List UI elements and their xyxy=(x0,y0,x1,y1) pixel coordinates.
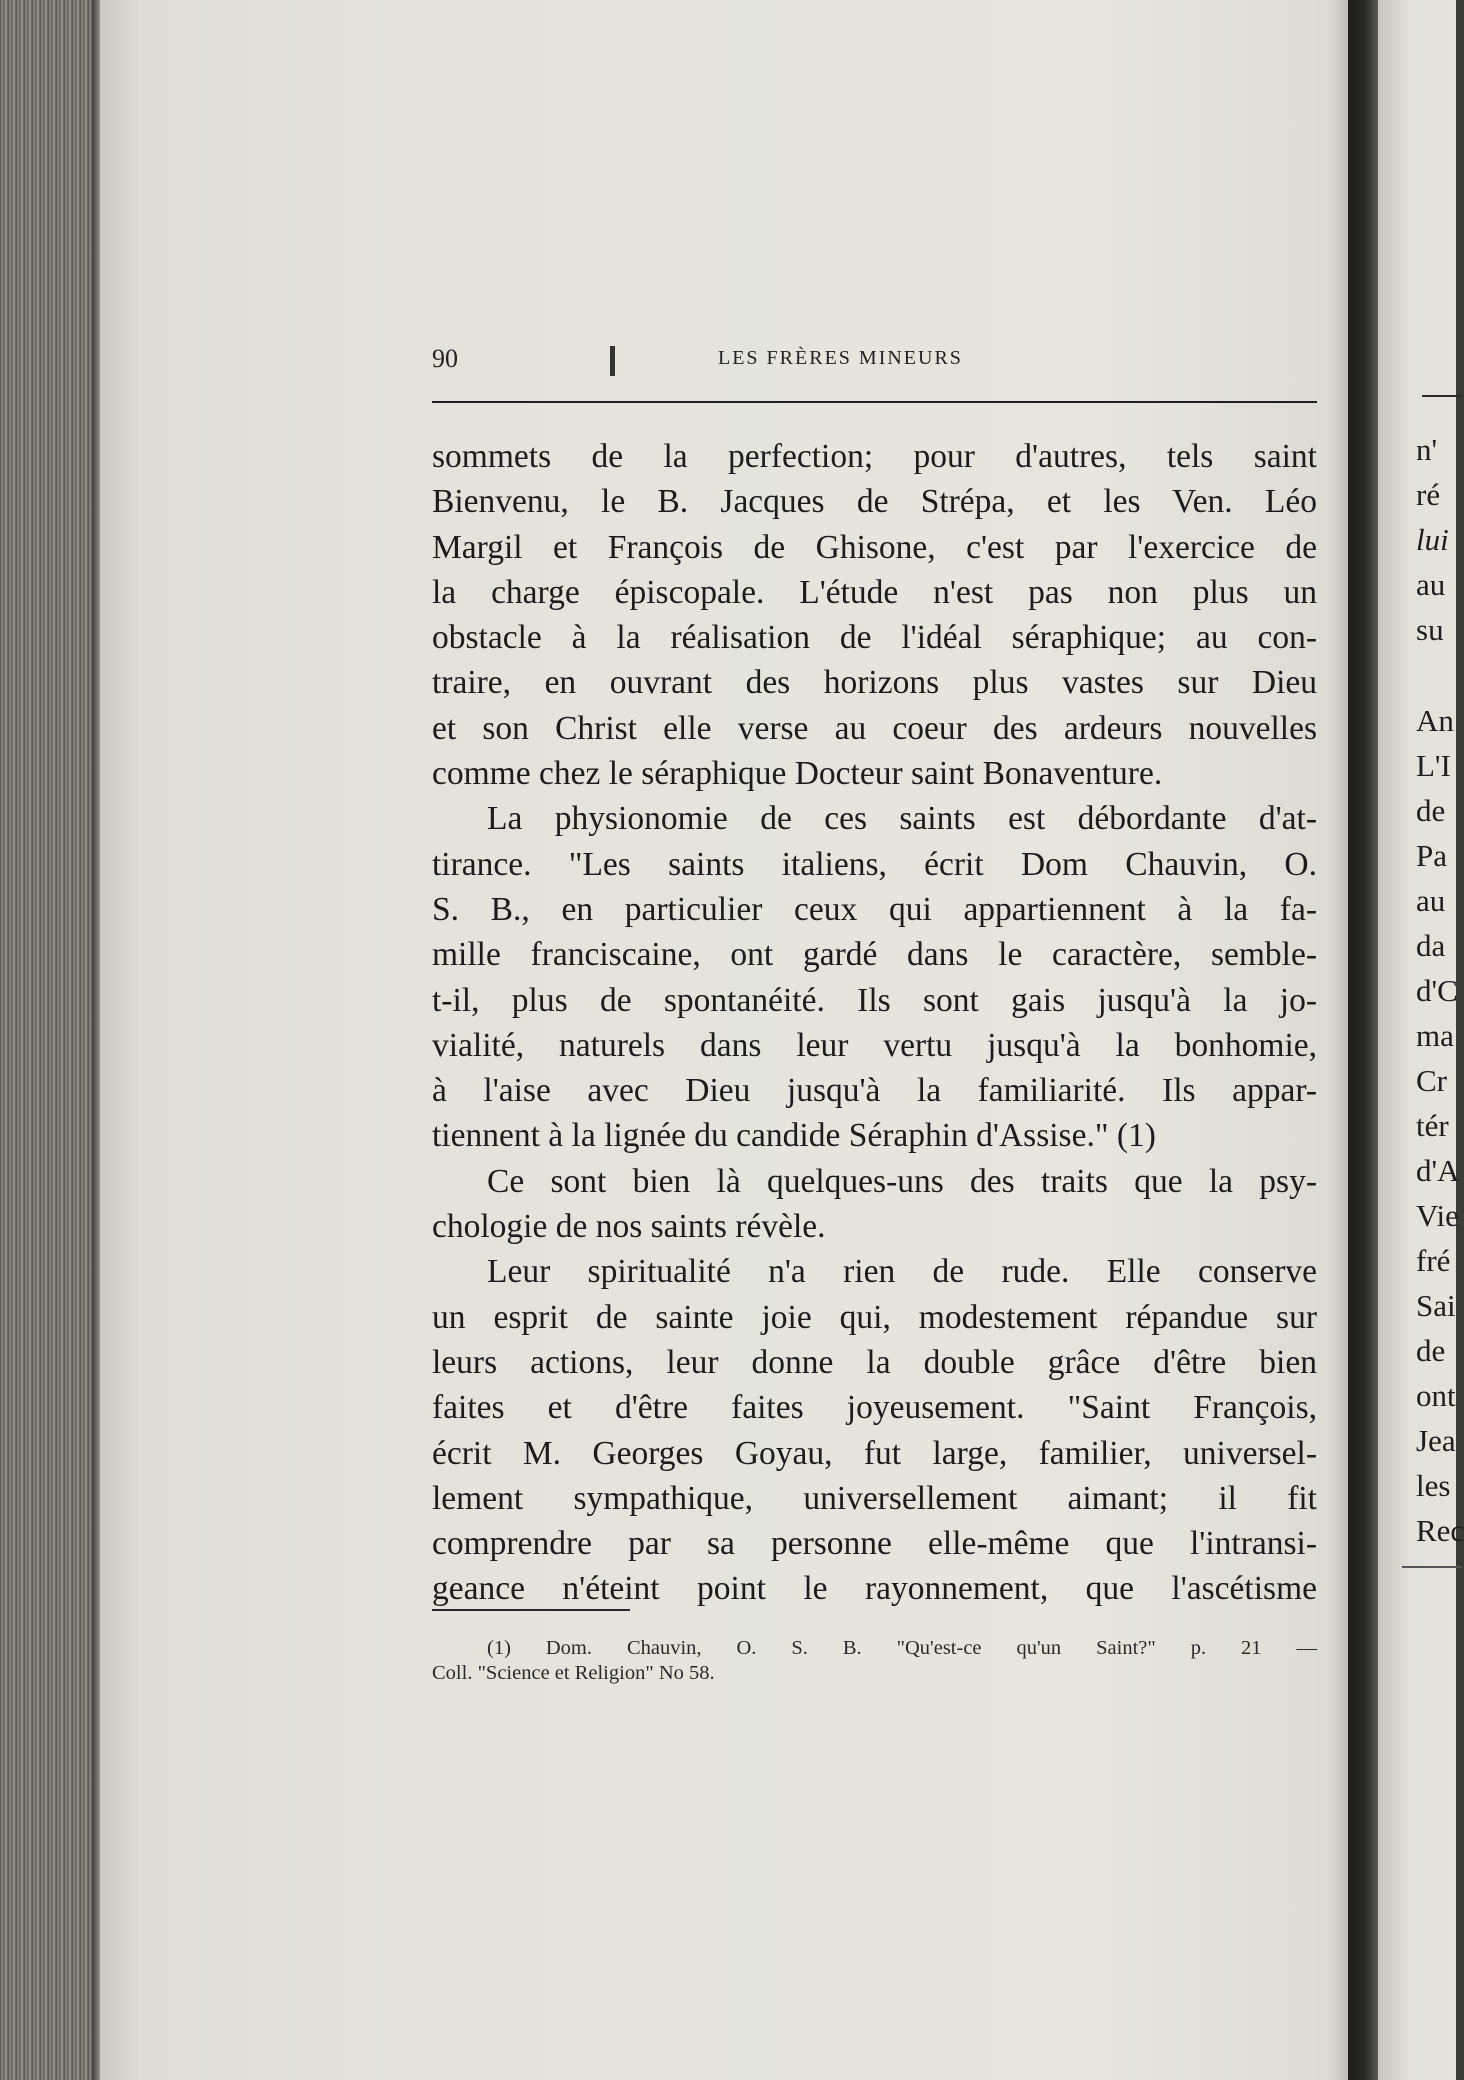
text-line: Leur spiritualité n'a rien de rude. Elle conserve xyxy=(487,1253,1317,1291)
text-line: S. B., en particulier ceux qui appartiennent à la fa- xyxy=(432,890,1317,928)
text-line: obstacle à la réalisation de l'idéal séraphique; au con- xyxy=(432,619,1317,657)
footnote-line: Coll. "Science et Religion" No 58. xyxy=(432,1662,715,1684)
header-mark xyxy=(610,346,615,376)
text-line: et son Christ elle verse au coeur des ardeurs nouvelles xyxy=(432,709,1317,747)
facing-text-fragment: Vie xyxy=(1416,1198,1459,1233)
facing-text-fragment: au xyxy=(1416,567,1446,602)
facing-text-fragment: de xyxy=(1416,1333,1446,1368)
text-line: faites et d'être faites joyeusement. "Saint François, xyxy=(432,1389,1317,1427)
text-line: leurs actions, leur donne la double grâce d'être bien xyxy=(432,1343,1317,1381)
text-line: tiennent à la lignée du candide Séraphin d'Assise." (1) xyxy=(432,1117,1156,1155)
facing-text-fragment: lui xyxy=(1416,522,1449,557)
text-line: La physionomie de ces saints est débordante d'at- xyxy=(487,800,1317,838)
footnote-line: (1) Dom. Chauvin, O. S. B. "Qu'est-ce qu'un Saint?" p. 21 — xyxy=(487,1637,1317,1659)
facing-text-fragment: ont xyxy=(1416,1378,1456,1413)
facing-header-rule xyxy=(1422,395,1462,397)
facing-text-fragment: su xyxy=(1416,612,1444,647)
text-line: comme chez le séraphique Docteur saint Bonaventure. xyxy=(432,755,1163,793)
facing-text-fragment: Cr xyxy=(1416,1063,1447,1098)
text-line: Bienvenu, le B. Jacques de Strépa, et les Ven. Léo xyxy=(432,483,1317,521)
body-text xyxy=(432,434,1317,1612)
facing-text-fragment: tér xyxy=(1416,1108,1449,1143)
facing-text-fragment: les xyxy=(1416,1468,1451,1503)
facing-text-fragment: au xyxy=(1416,883,1446,918)
facing-text-fragment: fré xyxy=(1416,1243,1451,1278)
text-line: comprendre par sa personne elle-même que l'intransi- xyxy=(432,1525,1317,1563)
book-gutter xyxy=(1348,0,1378,2080)
header-rule xyxy=(432,401,1317,403)
facing-text-fragment: An xyxy=(1416,703,1454,738)
facing-page-edge xyxy=(1378,0,1464,2080)
facing-text-fragment: d'A xyxy=(1416,1153,1460,1188)
text-line: geance n'éteint point le rayonnement, que l'ascétisme xyxy=(432,1570,1317,1608)
text-line: Margil et François de Ghisone, c'est par l'exercice de xyxy=(432,528,1317,566)
page-number: 90 xyxy=(432,344,458,373)
text-line: sommets de la perfection; pour d'autres, tels saint xyxy=(432,438,1317,475)
facing-text-fragment: da xyxy=(1416,928,1446,963)
book-block-edge xyxy=(0,0,92,2080)
facing-text-fragment: ma xyxy=(1416,1018,1454,1053)
text-line: chologie de nos saints révèle. xyxy=(432,1208,826,1246)
text-line: vialité, naturels dans leur vertu jusqu'à la bonhomie, xyxy=(432,1026,1317,1064)
facing-text-fragment: L'I xyxy=(1416,748,1451,783)
facing-text-fragment: ré xyxy=(1416,477,1441,512)
footnote xyxy=(432,1636,1317,1686)
facing-footnote-rule xyxy=(1402,1566,1462,1568)
facing-text-fragment: d'C xyxy=(1416,973,1458,1008)
text-line: à l'aise avec Dieu jusqu'à la familiarité. Ils appar- xyxy=(432,1072,1317,1110)
text-line: t-il, plus de spontanéité. Ils sont gais jusqu'à la jo- xyxy=(432,981,1317,1019)
text-line: tirance. "Les saints italiens, écrit Dom Chauvin, O. xyxy=(432,845,1317,883)
facing-text-fragment: Jea xyxy=(1416,1423,1456,1458)
text-line: écrit M. Georges Goyau, fut large, familier, universel- xyxy=(432,1434,1317,1472)
text-line: traire, en ouvrant des horizons plus vastes sur Dieu xyxy=(432,664,1317,702)
text-line: la charge épiscopale. L'étude n'est pas non plus un xyxy=(432,573,1317,611)
facing-text-fragment: de xyxy=(1416,793,1446,828)
text-line: mille franciscaine, ont gardé dans le caractère, semble- xyxy=(432,936,1317,974)
text-line: lement sympathique, universellement aimant; il fit xyxy=(432,1479,1317,1517)
facing-text-fragment: Sai xyxy=(1416,1288,1456,1323)
facing-text-fragment: Pa xyxy=(1416,838,1447,873)
facing-text-fragment: Rec xyxy=(1416,1513,1464,1548)
text-line: Ce sont bien là quelques-uns des traits que la psy- xyxy=(487,1162,1317,1200)
facing-text-fragment: n' xyxy=(1416,432,1438,467)
running-title: LES FRÈRES MINEURS xyxy=(718,347,963,369)
text-line: un esprit de sainte joie qui, modestement répandue sur xyxy=(432,1298,1317,1336)
footnote-rule xyxy=(432,1609,630,1611)
running-header xyxy=(432,344,1320,374)
